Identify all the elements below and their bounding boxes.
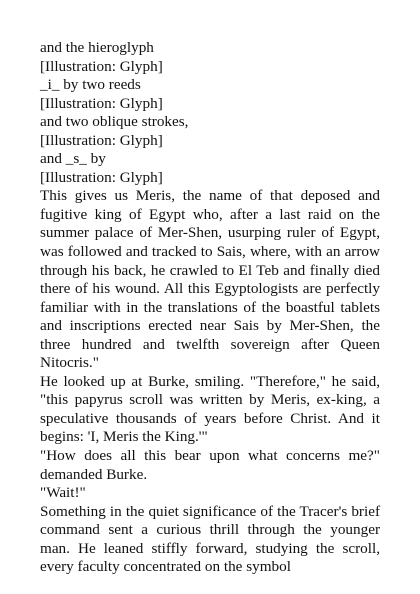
illustration-placeholder: [Illustration: Glyph] <box>40 131 163 149</box>
text-line: and the hieroglyph <box>40 39 154 56</box>
illustration-placeholder: [Illustration: Glyph] <box>40 94 163 112</box>
text-line: _i_ by two reeds <box>40 76 141 94</box>
illustration-placeholder: [Illustration: Glyph] <box>40 57 163 75</box>
text-line: and _s_ by <box>40 150 106 168</box>
paragraph-looked-up: He looked up at Burke, smiling. "Therefore," he said, "this papyrus scroll was written by Meris, ex-king, a speculative thousands of years before Christ. And it begins: 'I, Meris the King.'" <box>40 372 380 446</box>
paragraph-burke-question: "How does all this bear upon what concerns me?" demanded Burke. <box>40 447 380 483</box>
book-page <box>40 39 380 577</box>
paragraph-meris: This gives us Meris, the name of that deposed and fugitive king of Egypt who, after a last raid on the summer palace of Mer-Shen, usurping ruler of Egypt, was followed and tracked to Sais, where, with an arrow through his back, he crawled to El Teb and finally died there of his wound. All this Egyptologists are perfectly familiar with in the translations of the boastful tablets and inscriptions erected near Sais by Mer-Shen, the three hundred and twelfth sovereign after Queen Nitocris." <box>40 187 380 372</box>
illustration-placeholder: [Illustration: Glyph] <box>40 168 163 186</box>
paragraph-wait: "Wait!" <box>40 484 86 502</box>
text-line: and two oblique strokes, <box>40 113 189 131</box>
paragraph-something: Something in the quiet significance of the Tracer's brief command sent a curious thrill through the younger man. He leaned stiffly forward, studying the scroll, every faculty concentrated on the symbol <box>40 502 380 576</box>
